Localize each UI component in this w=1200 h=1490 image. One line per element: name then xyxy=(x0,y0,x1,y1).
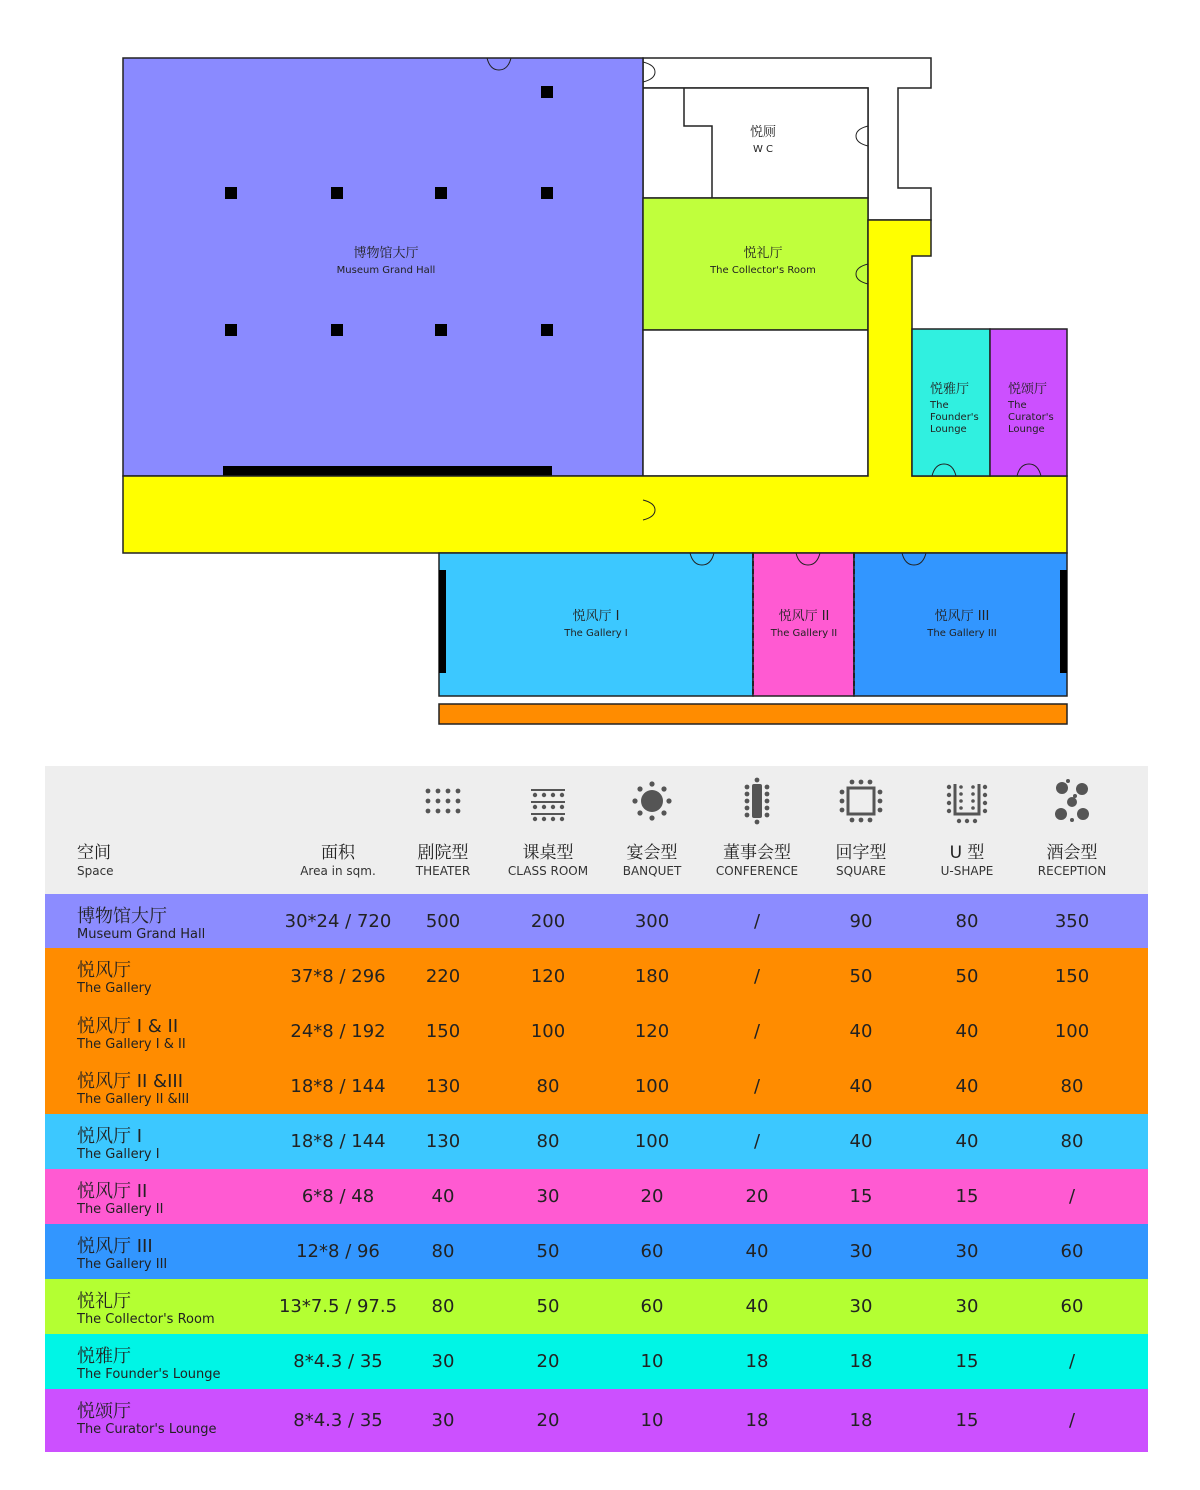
space-name-en: The Gallery I & II xyxy=(77,1037,186,1052)
table-row xyxy=(45,1004,1148,1059)
header-layout-en: BANQUET xyxy=(622,864,682,878)
space-name-cn: 悦风厅 II &III xyxy=(77,1071,184,1092)
capacity-cell: 30 xyxy=(536,1186,560,1207)
header-layout-en: CONFERENCE xyxy=(715,864,799,878)
area-cell: 6*8 / 48 xyxy=(301,1186,375,1207)
space-name-cn: 博物馆大厅 xyxy=(77,906,167,927)
space-name-en: The Gallery I xyxy=(77,1147,160,1162)
header-space-en: Space xyxy=(77,864,114,878)
capacity-cell: 100 xyxy=(1054,1021,1090,1042)
header-banquet xyxy=(600,766,704,894)
room-gallery-2[interactable] xyxy=(753,553,854,696)
capacity-cell: 80 xyxy=(536,1076,560,1097)
capacity-cell: 80 xyxy=(431,1241,455,1262)
capacity-cell: 20 xyxy=(745,1186,769,1207)
space-name-en: The Founder's Lounge xyxy=(77,1367,221,1382)
curators-en-2: Curator's xyxy=(1008,412,1054,423)
capacity-cell: 15 xyxy=(955,1186,979,1207)
header-layout-cn: 董事会型 xyxy=(723,843,791,863)
room-curators[interactable] xyxy=(990,329,1067,476)
capacity-cell: 60 xyxy=(640,1241,664,1262)
wc-cn: 悦厕 xyxy=(749,125,777,140)
header-layout-en: U-SHAPE xyxy=(940,864,994,878)
capacity-cell: 18 xyxy=(849,1410,873,1431)
header-space-cn: 空间 xyxy=(77,843,111,863)
capacity-cell: 40 xyxy=(955,1021,979,1042)
capacity-cell: 40 xyxy=(745,1296,769,1317)
header-layout-cn: 剧院型 xyxy=(417,843,469,863)
capacity-cell: / xyxy=(1068,1351,1076,1372)
capacity-cell: 80 xyxy=(955,910,979,932)
capacity-cell: 350 xyxy=(1054,910,1090,932)
grand-hall-cn: 博物馆大厅 xyxy=(353,246,419,261)
header-layout-en: CLASS ROOM xyxy=(507,864,589,878)
capacity-cell: 15 xyxy=(849,1186,873,1207)
table-row xyxy=(45,948,1148,1004)
header-reception xyxy=(1020,766,1124,894)
space-name-cn: 悦礼厅 xyxy=(77,1291,131,1312)
gallery-2-cn: 悦风厅 II xyxy=(778,609,830,624)
table-row xyxy=(45,1389,1148,1452)
room-collectors[interactable] xyxy=(643,198,868,330)
table-row xyxy=(45,1059,1148,1114)
capacity-cell: 40 xyxy=(849,1076,873,1097)
header-layout-cn: 酒会型 xyxy=(1046,843,1098,863)
capacity-cell: 18 xyxy=(745,1351,769,1372)
space-name-en: The Collector's Room xyxy=(77,1312,215,1327)
capacity-cell: 40 xyxy=(431,1186,455,1207)
capacity-cell: 120 xyxy=(634,1021,670,1042)
capacity-cell: 220 xyxy=(425,965,461,987)
capacity-cell: / xyxy=(1068,1186,1076,1207)
space-name-en: Museum Grand Hall xyxy=(77,927,206,942)
capacity-cell: 30 xyxy=(955,1296,979,1317)
founders-en-1: The xyxy=(930,400,949,411)
capacity-cell: 30 xyxy=(849,1241,873,1262)
banquet-icon xyxy=(600,776,704,826)
capacity-cell: 100 xyxy=(634,1131,670,1152)
area-cell: 8*4.3 / 35 xyxy=(293,1351,383,1372)
capacity-cell: 20 xyxy=(536,1410,560,1431)
header-classroom xyxy=(496,766,600,894)
gallery-3-cn: 悦风厅 III xyxy=(934,609,990,624)
capacity-cell: 10 xyxy=(640,1351,664,1372)
header-u-shape xyxy=(915,766,1019,894)
area-cell: 18*8 / 144 xyxy=(290,1131,386,1152)
room-gallery-1[interactable] xyxy=(439,553,753,696)
table-row xyxy=(45,1224,1148,1279)
gallery-1-cn: 悦风厅 I xyxy=(572,609,620,624)
capacity-cell: / xyxy=(753,910,761,932)
area-cell: 8*4.3 / 35 xyxy=(293,1410,383,1431)
capacity-cell: 100 xyxy=(634,1076,670,1097)
capacity-cell: 40 xyxy=(955,1131,979,1152)
capacity-cell: 18 xyxy=(745,1410,769,1431)
capacity-cell: 150 xyxy=(425,1021,461,1042)
floor-plan xyxy=(0,0,1200,740)
table-row xyxy=(45,1169,1148,1224)
space-name-cn: 悦风厅 I xyxy=(77,1126,143,1147)
capacity-cell: 50 xyxy=(849,965,873,987)
capacity-cell: 180 xyxy=(634,965,670,987)
capacity-cell: 80 xyxy=(431,1296,455,1317)
gallery-3-en: The Gallery III xyxy=(927,628,997,639)
capacity-cell: 90 xyxy=(849,910,873,932)
capacity-cell: 130 xyxy=(425,1131,461,1152)
space-name-cn: 悦风厅 I & II xyxy=(77,1016,179,1037)
capacity-cell: 15 xyxy=(955,1351,979,1372)
area-cell: 18*8 / 144 xyxy=(290,1076,386,1097)
gallery-wall-left xyxy=(439,570,446,673)
capacity-cell: / xyxy=(753,965,761,987)
capacity-cell: 50 xyxy=(955,965,979,987)
capacity-cell: 40 xyxy=(745,1241,769,1262)
capacity-cell: / xyxy=(753,1076,761,1097)
capacity-cell: 20 xyxy=(536,1351,560,1372)
square-icon xyxy=(809,776,913,826)
curators-en-1: The xyxy=(1008,400,1027,411)
table-row xyxy=(45,894,1148,948)
space-name-en: The Gallery xyxy=(77,981,152,996)
table-row xyxy=(45,1279,1148,1334)
table-row xyxy=(45,1334,1148,1389)
collectors-en: The Collector's Room xyxy=(710,265,816,276)
header-square xyxy=(809,766,913,894)
capacity-cell: 100 xyxy=(530,1021,566,1042)
area-cell: 12*8 / 96 xyxy=(296,1241,380,1262)
capacity-cell: 200 xyxy=(530,910,566,932)
space-name-cn: 悦雅厅 xyxy=(77,1346,131,1367)
space-name-cn: 悦风厅 II xyxy=(77,1181,148,1202)
capacity-cell: 10 xyxy=(640,1410,664,1431)
founders-cn: 悦雅厅 xyxy=(930,382,970,397)
area-cell: 30*24 / 720 xyxy=(284,910,392,932)
header-area-en: Area in sqm. xyxy=(300,864,376,878)
capacity-cell: 80 xyxy=(1060,1131,1084,1152)
space-name-cn: 悦颂厅 xyxy=(77,1401,131,1422)
header-layout-cn: 课桌型 xyxy=(522,843,574,863)
gallery-2-en: The Gallery II xyxy=(770,628,838,639)
u-shape-icon xyxy=(915,776,1019,826)
space-name-cn: 悦风厅 III xyxy=(77,1236,153,1257)
space-name-en: The Gallery II &III xyxy=(77,1092,190,1107)
space-name-cn: 悦风厅 xyxy=(77,960,131,981)
wc-en: W C xyxy=(752,144,774,155)
capacity-cell: / xyxy=(753,1021,761,1042)
capacity-cell: 150 xyxy=(1054,965,1090,987)
capacity-cell: 40 xyxy=(849,1021,873,1042)
capacity-cell: 30 xyxy=(431,1351,455,1372)
area-cell: 24*8 / 192 xyxy=(290,1021,386,1042)
reception-icon xyxy=(1020,776,1124,826)
capacity-cell: 30 xyxy=(955,1241,979,1262)
space-name-en: The Curator's Lounge xyxy=(77,1422,217,1437)
prefunction-strip xyxy=(439,704,1067,724)
area-cell: 37*8 / 296 xyxy=(290,965,386,987)
header-layout-en: RECEPTION xyxy=(1037,864,1107,878)
capacity-cell: 40 xyxy=(849,1131,873,1152)
capacity-cell: 30 xyxy=(431,1410,455,1431)
capacity-cell: 20 xyxy=(640,1186,664,1207)
theater-icon xyxy=(391,776,495,826)
header-theater xyxy=(391,766,495,894)
table-row xyxy=(45,1114,1148,1169)
capacity-cell: 50 xyxy=(536,1296,560,1317)
collectors-cn: 悦礼厅 xyxy=(743,246,783,261)
capacity-cell: 300 xyxy=(634,910,670,932)
table-header xyxy=(45,766,1148,894)
capacity-cell: 80 xyxy=(1060,1076,1084,1097)
room-gallery-3[interactable] xyxy=(854,553,1067,696)
gallery-1-en: The Gallery I xyxy=(564,628,628,639)
capacity-cell: 60 xyxy=(1060,1241,1084,1262)
founders-en-3: Lounge xyxy=(930,424,967,435)
header-layout-cn: 回字型 xyxy=(835,843,887,863)
capacity-cell: 50 xyxy=(536,1241,560,1262)
header-conference xyxy=(705,766,809,894)
curators-cn: 悦颂厅 xyxy=(1008,382,1048,397)
capacity-cell: 500 xyxy=(425,910,461,932)
header-layout-cn: 宴会型 xyxy=(626,843,678,863)
header-layout-cn: U 型 xyxy=(949,843,985,863)
area-cell: 13*7.5 / 97.5 xyxy=(278,1296,398,1317)
room-founders[interactable] xyxy=(912,329,990,476)
capacity-cell: 60 xyxy=(640,1296,664,1317)
empty-area xyxy=(643,330,868,476)
header-layout-en: THEATER xyxy=(415,864,471,878)
grand-hall-en: Museum Grand Hall xyxy=(336,265,436,276)
classroom-icon xyxy=(496,776,600,826)
capacity-cell: / xyxy=(1068,1410,1076,1431)
capacity-cell: 15 xyxy=(955,1410,979,1431)
header-space xyxy=(45,766,245,894)
space-name-en: The Gallery III xyxy=(77,1257,168,1272)
capacity-cell: / xyxy=(753,1131,761,1152)
capacity-cell: 18 xyxy=(849,1351,873,1372)
founders-en-2: Founder's xyxy=(930,412,979,423)
wc-room xyxy=(643,88,868,198)
stage-wall xyxy=(223,466,552,476)
header-area xyxy=(278,766,398,894)
capacity-cell: 60 xyxy=(1060,1296,1084,1317)
capacity-cell: 30 xyxy=(849,1296,873,1317)
capacity-cell: 40 xyxy=(955,1076,979,1097)
capacity-cell: 120 xyxy=(530,965,566,987)
capacity-cell: 80 xyxy=(536,1131,560,1152)
curators-en-3: Lounge xyxy=(1008,424,1045,435)
gallery-wall-right xyxy=(1060,570,1067,673)
capacity-table xyxy=(45,766,1148,1452)
header-area-cn: 面积 xyxy=(321,843,355,863)
capacity-cell: 130 xyxy=(425,1076,461,1097)
space-name-en: The Gallery II xyxy=(77,1202,164,1217)
header-layout-en: SQUARE xyxy=(836,864,886,878)
conference-icon xyxy=(705,776,809,826)
